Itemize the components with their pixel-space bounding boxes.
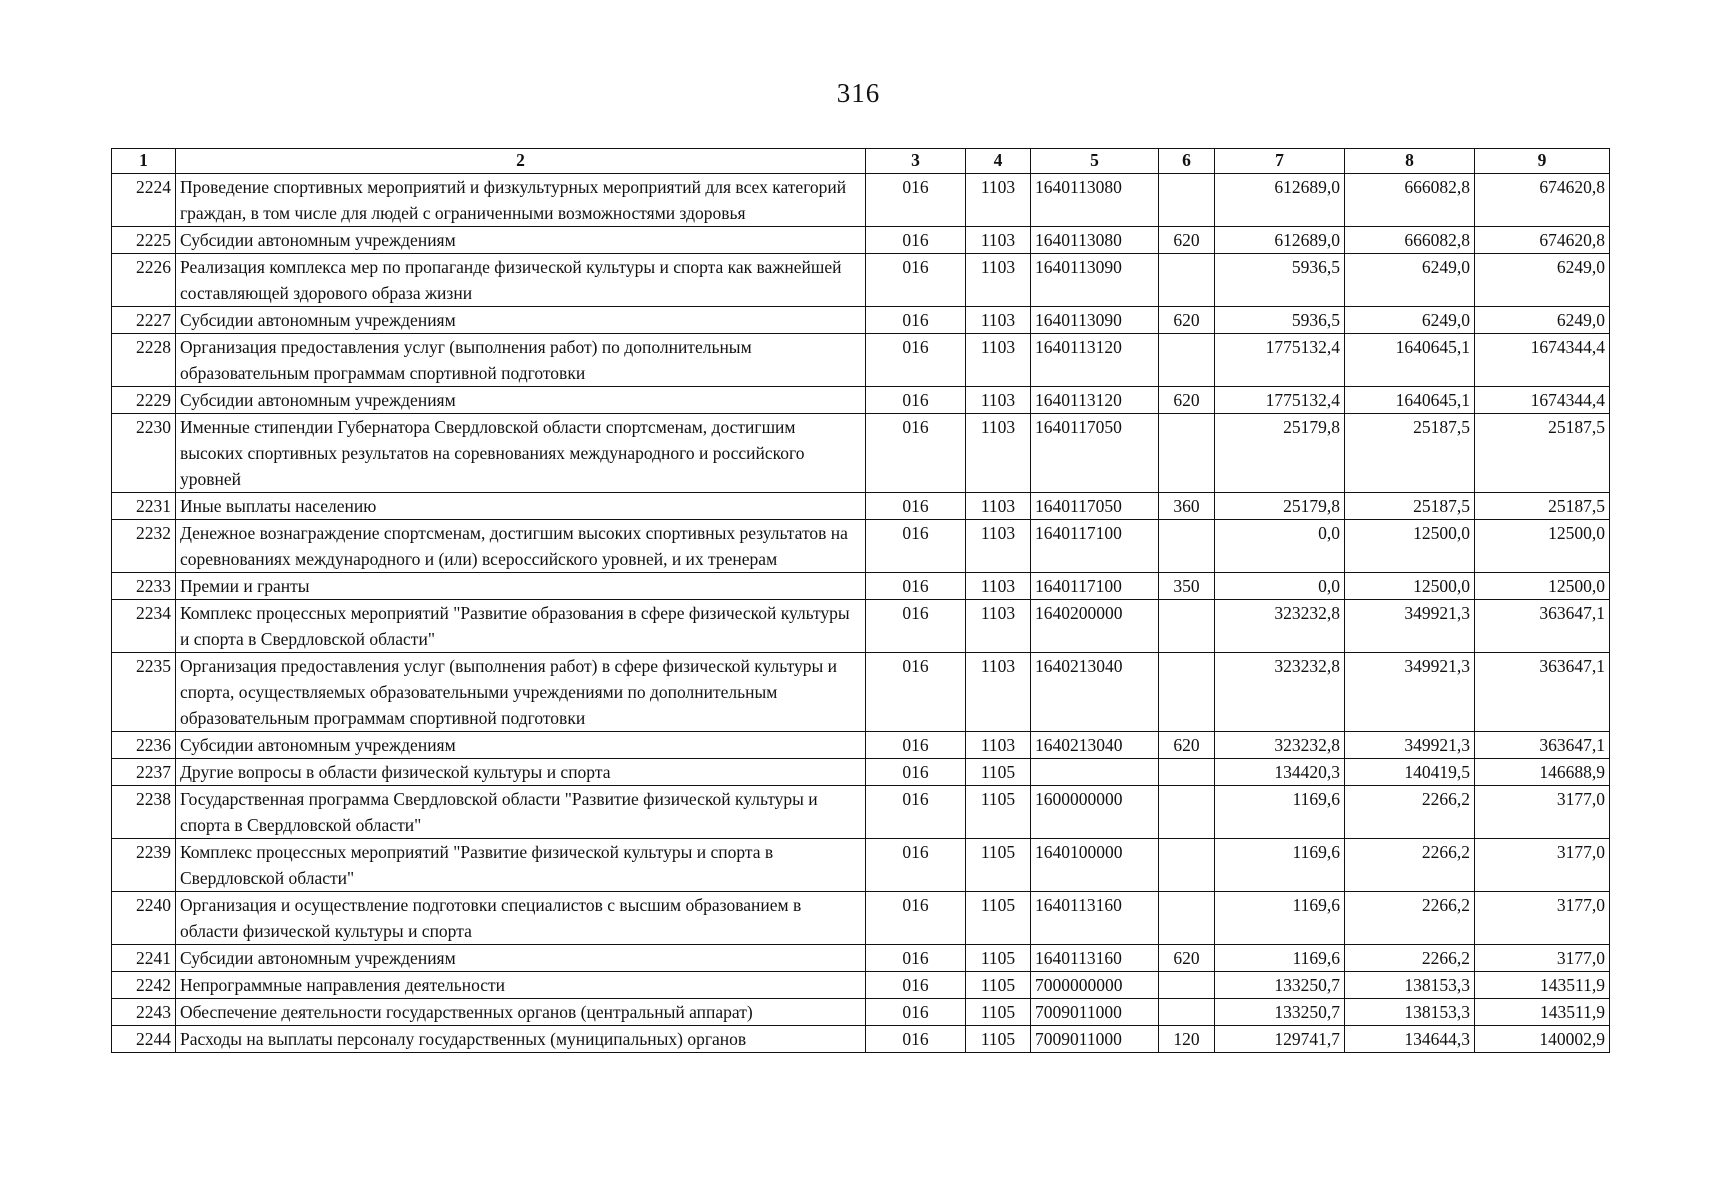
description-cell: Непрограммные направления деятельности <box>176 972 866 999</box>
expense-type-cell <box>1159 999 1215 1026</box>
amount-col9-cell: 3177,0 <box>1475 786 1610 839</box>
section-code-cell: 1105 <box>966 999 1031 1026</box>
amount-col9-cell: 3177,0 <box>1475 945 1610 972</box>
expense-type-cell: 620 <box>1159 387 1215 414</box>
amount-col8-cell: 6249,0 <box>1345 254 1475 307</box>
table-row <box>112 520 1610 573</box>
section-code-cell: 1103 <box>966 334 1031 387</box>
target-article-cell: 7000000000 <box>1031 972 1159 999</box>
section-code-cell: 1103 <box>966 653 1031 732</box>
header-cell-4: 4 <box>966 149 1031 174</box>
description-cell: Организация предоставления услуг (выполнения работ) в сфере физической культуры и спорта, осуществляемых образовательными учреждениями по дополнительным образовательным программам спортивной подготовки <box>176 653 866 732</box>
row-number-cell: 2229 <box>112 387 176 414</box>
table-row <box>112 653 1610 732</box>
row-number-cell: 2238 <box>112 786 176 839</box>
department-code-cell: 016 <box>866 414 966 493</box>
table-row <box>112 732 1610 759</box>
expense-type-cell <box>1159 786 1215 839</box>
row-number-cell: 2236 <box>112 732 176 759</box>
department-code-cell: 016 <box>866 1026 966 1053</box>
table-row <box>112 573 1610 600</box>
expense-type-cell <box>1159 892 1215 945</box>
section-code-cell: 1105 <box>966 945 1031 972</box>
expense-type-cell: 350 <box>1159 573 1215 600</box>
header-cell-8: 8 <box>1345 149 1475 174</box>
amount-col9-cell: 25187,5 <box>1475 414 1610 493</box>
table-row <box>112 759 1610 786</box>
description-cell: Именные стипендии Губернатора Свердловской области спортсменам, достигшим высоких спортивных результатов на соревнованиях международного и российского уровней <box>176 414 866 493</box>
header-cell-5: 5 <box>1031 149 1159 174</box>
target-article-cell: 1640200000 <box>1031 600 1159 653</box>
description-cell: Государственная программа Свердловской области "Развитие физической культуры и спорта в Свердловской области" <box>176 786 866 839</box>
section-code-cell: 1105 <box>966 839 1031 892</box>
section-code-cell: 1103 <box>966 414 1031 493</box>
description-cell: Субсидии автономным учреждениям <box>176 387 866 414</box>
section-code-cell: 1103 <box>966 174 1031 227</box>
department-code-cell: 016 <box>866 600 966 653</box>
expense-type-cell: 120 <box>1159 1026 1215 1053</box>
amount-col9-cell: 1674344,4 <box>1475 387 1610 414</box>
description-cell: Субсидии автономным учреждениям <box>176 945 866 972</box>
amount-col9-cell: 12500,0 <box>1475 573 1610 600</box>
row-number-cell: 2228 <box>112 334 176 387</box>
table-row <box>112 254 1610 307</box>
description-cell: Другие вопросы в области физической культуры и спорта <box>176 759 866 786</box>
amount-col9-cell: 146688,9 <box>1475 759 1610 786</box>
amount-col7-cell: 133250,7 <box>1215 972 1345 999</box>
section-code-cell: 1105 <box>966 892 1031 945</box>
amount-col9-cell: 6249,0 <box>1475 254 1610 307</box>
expense-type-cell <box>1159 839 1215 892</box>
row-number-cell: 2240 <box>112 892 176 945</box>
amount-col8-cell: 2266,2 <box>1345 892 1475 945</box>
department-code-cell: 016 <box>866 227 966 254</box>
amount-col7-cell: 5936,5 <box>1215 254 1345 307</box>
expense-type-cell: 620 <box>1159 732 1215 759</box>
amount-col7-cell: 25179,8 <box>1215 414 1345 493</box>
target-article-cell: 1640113160 <box>1031 945 1159 972</box>
description-cell: Организация и осуществление подготовки специалистов с высшим образованием в области физической культуры и спорта <box>176 892 866 945</box>
row-number-cell: 2235 <box>112 653 176 732</box>
amount-col7-cell: 25179,8 <box>1215 493 1345 520</box>
target-article-cell: 1640117050 <box>1031 414 1159 493</box>
amount-col7-cell: 1169,6 <box>1215 786 1345 839</box>
amount-col7-cell: 1169,6 <box>1215 892 1345 945</box>
description-cell: Премии и гранты <box>176 573 866 600</box>
target-article-cell: 1640113120 <box>1031 387 1159 414</box>
amount-col9-cell: 363647,1 <box>1475 732 1610 759</box>
department-code-cell: 016 <box>866 732 966 759</box>
target-article-cell: 7009011000 <box>1031 1026 1159 1053</box>
row-number-cell: 2232 <box>112 520 176 573</box>
table-body <box>112 174 1610 1053</box>
department-code-cell: 016 <box>866 307 966 334</box>
amount-col8-cell: 140419,5 <box>1345 759 1475 786</box>
amount-col7-cell: 612689,0 <box>1215 227 1345 254</box>
description-cell: Комплекс процессных мероприятий "Развитие физической культуры и спорта в Свердловской области" <box>176 839 866 892</box>
section-code-cell: 1103 <box>966 600 1031 653</box>
header-cell-2: 2 <box>176 149 866 174</box>
department-code-cell: 016 <box>866 254 966 307</box>
header-cell-7: 7 <box>1215 149 1345 174</box>
table-row <box>112 307 1610 334</box>
expense-type-cell <box>1159 520 1215 573</box>
description-cell: Субсидии автономным учреждениям <box>176 732 866 759</box>
table-row <box>112 839 1610 892</box>
section-code-cell: 1103 <box>966 493 1031 520</box>
target-article-cell: 1640117100 <box>1031 520 1159 573</box>
amount-col8-cell: 138153,3 <box>1345 999 1475 1026</box>
amount-col8-cell: 666082,8 <box>1345 227 1475 254</box>
amount-col9-cell: 140002,9 <box>1475 1026 1610 1053</box>
description-cell: Обеспечение деятельности государственных органов (центральный аппарат) <box>176 999 866 1026</box>
description-cell: Денежное вознаграждение спортсменам, достигшим высоких спортивных результатов на соревнованиях международного и (или) всероссийского уровней, и их тренерам <box>176 520 866 573</box>
amount-col7-cell: 129741,7 <box>1215 1026 1345 1053</box>
description-cell: Расходы на выплаты персоналу государственных (муниципальных) органов <box>176 1026 866 1053</box>
amount-col8-cell: 349921,3 <box>1345 732 1475 759</box>
amount-col9-cell: 3177,0 <box>1475 839 1610 892</box>
expense-type-cell: 620 <box>1159 945 1215 972</box>
section-code-cell: 1105 <box>966 1026 1031 1053</box>
expense-type-cell: 360 <box>1159 493 1215 520</box>
amount-col9-cell: 674620,8 <box>1475 227 1610 254</box>
amount-col7-cell: 5936,5 <box>1215 307 1345 334</box>
department-code-cell: 016 <box>866 334 966 387</box>
row-number-cell: 2242 <box>112 972 176 999</box>
department-code-cell: 016 <box>866 892 966 945</box>
amount-col8-cell: 6249,0 <box>1345 307 1475 334</box>
target-article-cell: 1600000000 <box>1031 786 1159 839</box>
section-code-cell: 1103 <box>966 227 1031 254</box>
budget-table <box>111 148 1610 1053</box>
amount-col8-cell: 25187,5 <box>1345 493 1475 520</box>
amount-col9-cell: 143511,9 <box>1475 999 1610 1026</box>
target-article-cell: 7009011000 <box>1031 999 1159 1026</box>
amount-col8-cell: 134644,3 <box>1345 1026 1475 1053</box>
amount-col8-cell: 349921,3 <box>1345 600 1475 653</box>
expense-type-cell <box>1159 334 1215 387</box>
table-row <box>112 493 1610 520</box>
target-article-cell <box>1031 759 1159 786</box>
expense-type-cell <box>1159 254 1215 307</box>
amount-col7-cell: 323232,8 <box>1215 653 1345 732</box>
page-number: 316 <box>836 78 881 108</box>
table-row <box>112 945 1610 972</box>
amount-col8-cell: 25187,5 <box>1345 414 1475 493</box>
table-row <box>112 387 1610 414</box>
row-number-cell: 2231 <box>112 493 176 520</box>
description-cell: Субсидии автономным учреждениям <box>176 307 866 334</box>
section-code-cell: 1103 <box>966 573 1031 600</box>
target-article-cell: 1640100000 <box>1031 839 1159 892</box>
amount-col9-cell: 25187,5 <box>1475 493 1610 520</box>
expense-type-cell <box>1159 600 1215 653</box>
department-code-cell: 016 <box>866 493 966 520</box>
target-article-cell: 1640213040 <box>1031 732 1159 759</box>
description-cell: Субсидии автономным учреждениям <box>176 227 866 254</box>
row-number-cell: 2230 <box>112 414 176 493</box>
header-cell-1: 1 <box>112 149 176 174</box>
expense-type-cell <box>1159 174 1215 227</box>
description-cell: Реализация комплекса мер по пропаганде физической культуры и спорта как важнейшей составляющей здорового образа жизни <box>176 254 866 307</box>
target-article-cell: 1640117050 <box>1031 493 1159 520</box>
table-row <box>112 174 1610 227</box>
department-code-cell: 016 <box>866 387 966 414</box>
row-number-cell: 2226 <box>112 254 176 307</box>
amount-col7-cell: 1169,6 <box>1215 839 1345 892</box>
amount-col9-cell: 3177,0 <box>1475 892 1610 945</box>
department-code-cell: 016 <box>866 759 966 786</box>
department-code-cell: 016 <box>866 786 966 839</box>
section-code-cell: 1103 <box>966 387 1031 414</box>
department-code-cell: 016 <box>866 945 966 972</box>
table-row <box>112 999 1610 1026</box>
table-row <box>112 1026 1610 1053</box>
amount-col8-cell: 1640645,1 <box>1345 387 1475 414</box>
amount-col9-cell: 363647,1 <box>1475 653 1610 732</box>
expense-type-cell <box>1159 414 1215 493</box>
department-code-cell: 016 <box>866 972 966 999</box>
department-code-cell: 016 <box>866 174 966 227</box>
department-code-cell: 016 <box>866 839 966 892</box>
amount-col7-cell: 1169,6 <box>1215 945 1345 972</box>
amount-col7-cell: 1775132,4 <box>1215 387 1345 414</box>
row-number-cell: 2224 <box>112 174 176 227</box>
expense-type-cell: 620 <box>1159 227 1215 254</box>
amount-col8-cell: 12500,0 <box>1345 520 1475 573</box>
table-row <box>112 600 1610 653</box>
target-article-cell: 1640113160 <box>1031 892 1159 945</box>
section-code-cell: 1103 <box>966 254 1031 307</box>
amount-col8-cell: 2266,2 <box>1345 945 1475 972</box>
description-cell: Иные выплаты населению <box>176 493 866 520</box>
section-code-cell: 1105 <box>966 972 1031 999</box>
target-article-cell: 1640113080 <box>1031 174 1159 227</box>
row-number-cell: 2227 <box>112 307 176 334</box>
table-row <box>112 892 1610 945</box>
target-article-cell: 1640113090 <box>1031 307 1159 334</box>
amount-col9-cell: 674620,8 <box>1475 174 1610 227</box>
department-code-cell: 016 <box>866 999 966 1026</box>
department-code-cell: 016 <box>866 573 966 600</box>
target-article-cell: 1640113120 <box>1031 334 1159 387</box>
target-article-cell: 1640213040 <box>1031 653 1159 732</box>
row-number-cell: 2241 <box>112 945 176 972</box>
table-row <box>112 227 1610 254</box>
department-code-cell: 016 <box>866 653 966 732</box>
table-row <box>112 414 1610 493</box>
row-number-cell: 2243 <box>112 999 176 1026</box>
table-row <box>112 972 1610 999</box>
amount-col8-cell: 1640645,1 <box>1345 334 1475 387</box>
expense-type-cell <box>1159 759 1215 786</box>
row-number-cell: 2234 <box>112 600 176 653</box>
amount-col9-cell: 1674344,4 <box>1475 334 1610 387</box>
amount-col8-cell: 2266,2 <box>1345 839 1475 892</box>
header-cell-6: 6 <box>1159 149 1215 174</box>
section-code-cell: 1105 <box>966 759 1031 786</box>
amount-col7-cell: 323232,8 <box>1215 600 1345 653</box>
row-number-cell: 2225 <box>112 227 176 254</box>
amount-col7-cell: 323232,8 <box>1215 732 1345 759</box>
row-number-cell: 2244 <box>112 1026 176 1053</box>
section-code-cell: 1103 <box>966 732 1031 759</box>
department-code-cell: 016 <box>866 520 966 573</box>
amount-col7-cell: 134420,3 <box>1215 759 1345 786</box>
expense-type-cell <box>1159 653 1215 732</box>
amount-col7-cell: 133250,7 <box>1215 999 1345 1026</box>
amount-col8-cell: 349921,3 <box>1345 653 1475 732</box>
header-row <box>112 149 1610 174</box>
header-cell-3: 3 <box>866 149 966 174</box>
table-row <box>112 786 1610 839</box>
section-code-cell: 1103 <box>966 307 1031 334</box>
amount-col9-cell: 12500,0 <box>1475 520 1610 573</box>
section-code-cell: 1105 <box>966 786 1031 839</box>
expense-type-cell <box>1159 972 1215 999</box>
table-row <box>112 334 1610 387</box>
amount-col9-cell: 143511,9 <box>1475 972 1610 999</box>
amount-col9-cell: 363647,1 <box>1475 600 1610 653</box>
header-cell-9: 9 <box>1475 149 1610 174</box>
expense-type-cell: 620 <box>1159 307 1215 334</box>
amount-col7-cell: 1775132,4 <box>1215 334 1345 387</box>
amount-col8-cell: 2266,2 <box>1345 786 1475 839</box>
row-number-cell: 2237 <box>112 759 176 786</box>
amount-col7-cell: 612689,0 <box>1215 174 1345 227</box>
amount-col8-cell: 666082,8 <box>1345 174 1475 227</box>
amount-col8-cell: 12500,0 <box>1345 573 1475 600</box>
amount-col7-cell: 0,0 <box>1215 573 1345 600</box>
target-article-cell: 1640117100 <box>1031 573 1159 600</box>
row-number-cell: 2233 <box>112 573 176 600</box>
amount-col8-cell: 138153,3 <box>1345 972 1475 999</box>
amount-col7-cell: 0,0 <box>1215 520 1345 573</box>
description-cell: Организация предоставления услуг (выполнения работ) по дополнительным образовательным программам спортивной подготовки <box>176 334 866 387</box>
description-cell: Проведение спортивных мероприятий и физкультурных мероприятий для всех категорий граждан, в том числе для людей с ограниченными возможностями здоровья <box>176 174 866 227</box>
row-number-cell: 2239 <box>112 839 176 892</box>
target-article-cell: 1640113080 <box>1031 227 1159 254</box>
section-code-cell: 1103 <box>966 520 1031 573</box>
description-cell: Комплекс процессных мероприятий "Развитие образования в сфере физической культуры и спорта в Свердловской области" <box>176 600 866 653</box>
target-article-cell: 1640113090 <box>1031 254 1159 307</box>
amount-col9-cell: 6249,0 <box>1475 307 1610 334</box>
